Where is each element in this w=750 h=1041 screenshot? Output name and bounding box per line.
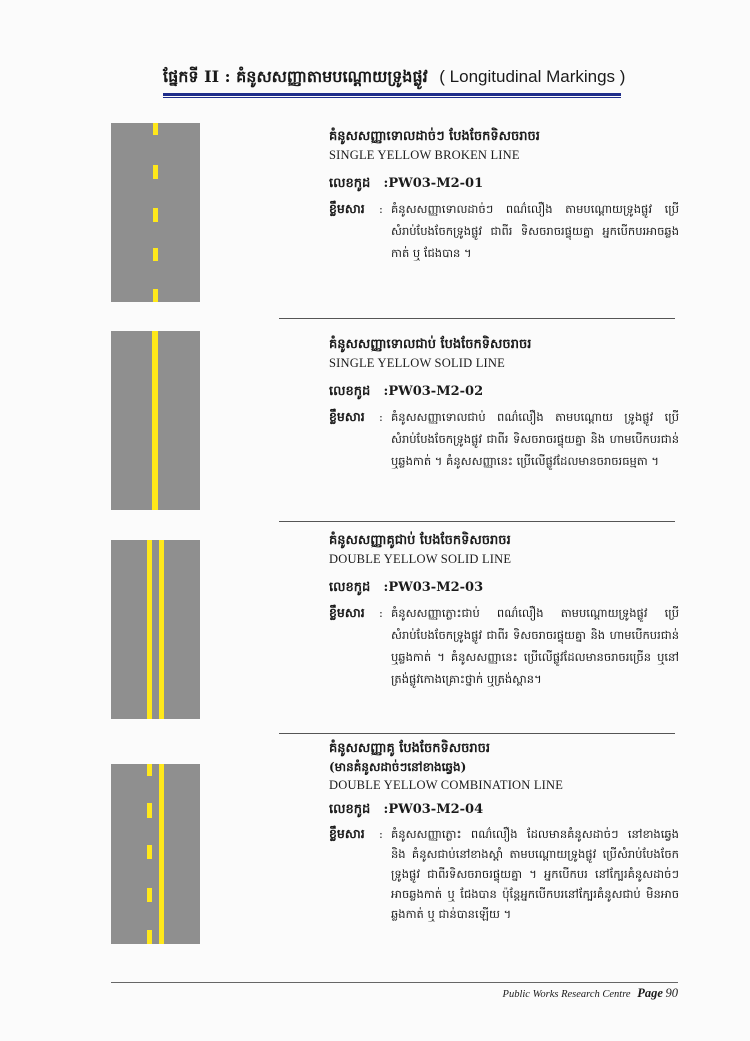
broken-dash [147,845,152,859]
entry-code: :PW03-M2-01 [383,176,484,191]
road-illustration-single-broken [111,123,200,302]
entry-title-khmer: គំនូសសញ្ញាគូ បែងចែកទិសចរាចរ [329,741,491,756]
entry-code: :PW03-M2-02 [383,384,484,399]
entry-description: គំនូសសញ្ញាភ្លោះ ពណ៌លឿង ដែលមានគំនូសដាច់ៗ នៅខាងឆ្វេង និង គំនូសជាប់នៅខាងស្តាំ តាមបណ្តោយទ្រូងផ្លូវ ប្រើសំរាប់បែងចែកទ្រូងផ្លូវ ជាពីរទិសចរាចរផ្ទុយគ្នា ។ អ្នកបើកបរ នៅក្បែរគំនូសដាច់ៗ អាចឆ្លងកាត់ ឬ ជែងបាន ប៉ុន្តែអ្នកបើកបរនៅក្បែរគំនូសជាប់ មិនអាចឆ្លងកាត់ ឬ ជាន់បានឡើយ ។ [391,827,679,921]
broken-dash [153,248,158,261]
header-rule-thin [163,97,621,98]
solid-line [152,331,158,510]
entry-code-row [329,383,679,402]
entry-description-row [329,824,679,924]
marking-entry [329,336,679,472]
entry-title-khmer: គំនូសសញ្ញាគូជាប់ បែងចែកទិសចរាចរ [329,533,511,548]
code-label: លេខកូដ [329,802,371,817]
entry-title-english: DOUBLE YELLOW COMBINATION LINE [329,778,564,792]
description-label: ខ្លឹមសារ [329,605,365,620]
colon: : [379,606,383,620]
section-header [163,66,626,90]
broken-dash [147,764,152,776]
section-title-khmer: ផ្នែកទី II : គំនូសសញ្ញាតាមបណ្តោយទ្រូងផ្លូវ [163,67,428,86]
description-label: ខ្លឹមសារ [329,201,365,216]
entry-description-row [329,198,679,264]
marking-entry [329,128,679,264]
footer-page-label: Page [637,986,663,1000]
entry-description-row [329,406,679,472]
marking-entry [329,740,679,924]
entry-title-english: SINGLE YELLOW BROKEN LINE [329,148,520,162]
description-label: ខ្លឹមសារ [329,409,365,424]
description-label: ខ្លឹមសារ [329,826,365,841]
code-label: លេខកូដ [329,580,371,595]
marking-entry [329,532,679,690]
broken-dash [153,208,158,222]
entry-description-row [329,602,679,690]
header-rule [163,93,621,96]
entry-code: :PW03-M2-04 [383,802,484,817]
entry-description: គំនូសសញ្ញាភ្លោះជាប់ ពណ៌លឿង តាមបណ្តោយទ្រូងផ្លូវ ប្រើសំរាប់បែងចែកទ្រូងផ្លូវ ជាពីរ ទិសចរាចរផ្ទុយគ្នា និង ហាមបើកបរជាន់ ឬឆ្លងកាត់ ។ គំនូសសញ្ញានេះ ប្រើលើផ្លូវដែលមានចរាចរច្រើន ឬនៅត្រង់ផ្លូវកោងគ្រោះថ្នាក់ ឬត្រង់ស្ពាន។ [391,606,679,686]
solid-line-right [159,540,164,719]
colon: : [379,827,383,841]
road-illustration-combination [111,764,200,944]
section-title-english: ( Longitudinal Markings ) [439,67,626,86]
entry-code-row [329,579,679,598]
entry-title-khmer: គំនូសសញ្ញាទោលដាច់ៗ បែងចែកទិសចរាចរ [329,129,540,144]
entry-description: គំនូសសញ្ញាទោលជាប់ ពណ៌លឿង តាមបណ្តោយ ទ្រូងផ្លូវ ប្រើសំរាប់បែងចែកទ្រូងផ្លូវ ជាពីរ ទិសចរាចរផ្ទុយគ្នា និង ហាមបើកបរជាន់ ឬឆ្លងកាត់ ។ គំនូសសញ្ញានេះ ប្រើលើផ្លូវដែលមានចរាចរធម្មតា ។ [391,410,679,468]
solid-line-left [147,540,152,719]
code-label: លេខកូដ [329,384,371,399]
entry-divider [279,521,675,522]
footer-page-number: 90 [665,986,678,1000]
broken-dash [147,930,152,944]
entry-title-english: SINGLE YELLOW SOLID LINE [329,356,505,370]
entry-code-row [329,175,679,194]
entry-title-khmer: គំនូសសញ្ញាទោលជាប់ បែងចែកទិសចរាចរ [329,337,532,352]
entry-code-row [329,801,679,820]
broken-dash [147,803,152,818]
entry-title-english: DOUBLE YELLOW SOLID LINE [329,552,512,566]
broken-dash [153,289,158,302]
broken-dash [153,123,158,135]
entry-divider [279,318,675,319]
road-illustration-single-solid [111,331,200,510]
broken-dash [147,888,152,902]
footer-organization: Public Works Research Centre [502,989,631,1000]
road-illustration-double-solid [111,540,200,719]
entry-description: គំនូសសញ្ញាទោលដាច់ៗ ពណ៌លឿង តាមបណ្តោយទ្រូងផ្លូវ ប្រើសំរាប់បែងចែកទ្រូងផ្លូវ ជាពីរ ទិសចរាចរផ្ទុយគ្នា អ្នកបើកបរអាចឆ្លងកាត់ ឬ ជែងបាន ។ [391,202,679,260]
entry-code: :PW03-M2-03 [383,580,484,595]
colon: : [379,202,383,216]
code-label: លេខកូដ [329,176,371,191]
colon: : [379,410,383,424]
entry-divider [279,733,675,734]
entry-subtitle-khmer: (មានគំនូសដាច់ៗនៅខាងឆ្វេង) [329,760,467,774]
page-footer [503,986,678,1001]
footer-rule [111,982,678,983]
solid-line-right [159,764,164,944]
broken-dash [153,165,158,179]
